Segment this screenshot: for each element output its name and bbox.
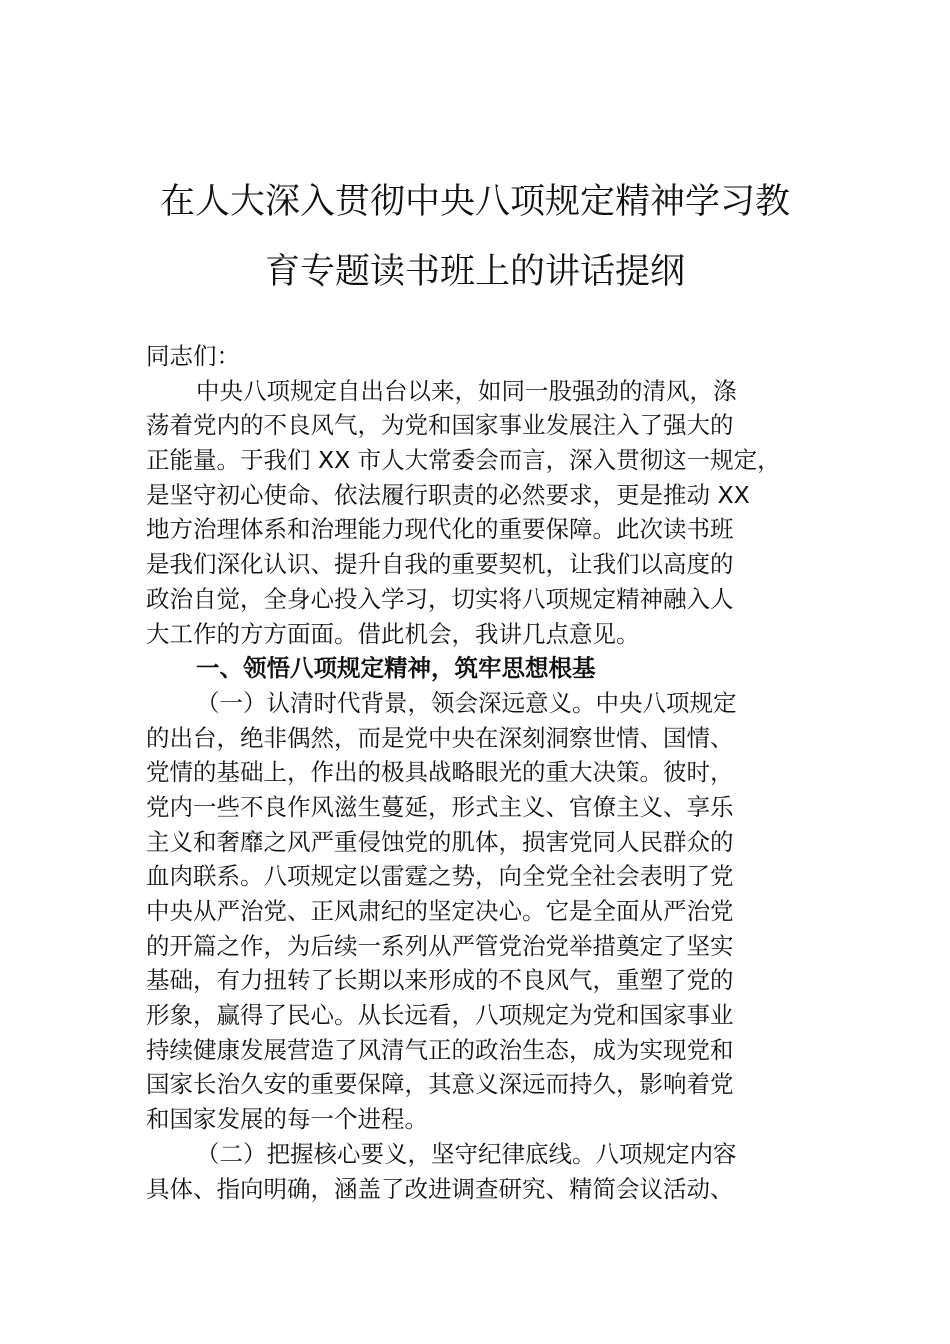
body-line: 党情的基础上，作出的极具战略眼光的重大决策。彼时， bbox=[146, 758, 734, 787]
body-line: 党内一些不良作风滋生蔓延，形式主义、官僚主义、享乐 bbox=[146, 792, 734, 821]
body-line: 中央从严治党、正风肃纪的坚定决心。它是全面从严治党 bbox=[146, 897, 734, 925]
body-line: 基础，有力扭转了长期以来形成的不良风气，重塑了党的 bbox=[146, 966, 734, 995]
body-line: 政治自觉，全身心投入学习，切实将八项规定精神融入人 bbox=[146, 584, 734, 613]
body-line: 正能量。于我们 XX 市人大常委会而言，深入贯彻这一规定， bbox=[146, 446, 781, 475]
body-line: 和国家发展的每一个进程。 bbox=[146, 1105, 428, 1134]
document-title-line-1: 在人大深入贯彻中央八项规定精神学习教 bbox=[159, 182, 790, 222]
body-line: （二）把握核心要义，坚守纪律底线。八项规定内容 bbox=[196, 1139, 737, 1168]
body-line: 形象，赢得了民心。从长远看，八项规定为党和国家事业 bbox=[146, 1001, 734, 1030]
body-line: 的出台，绝非偶然，而是党中央在深刻洞察世情、国情、 bbox=[146, 723, 734, 752]
body-line: 血肉联系。八项规定以雷霆之势，向全党全社会表明了党 bbox=[146, 862, 734, 891]
body-line: 主义和奢靡之风严重侵蚀党的肌体，损害党同人民群众的 bbox=[146, 827, 734, 856]
body-line: 地方治理体系和治理能力现代化的重要保障。此次读书班 bbox=[146, 515, 734, 544]
body-line: 持续健康发展营造了风清气正的政治生态，成为实现党和 bbox=[146, 1035, 734, 1064]
body-line: 中央八项规定自出台以来，如同一股强劲的清风，涤 bbox=[196, 376, 737, 405]
body-line: 是我们深化认识、提升自我的重要契机，让我们以高度的 bbox=[146, 550, 734, 579]
body-line: 国家长治久安的重要保障，其意义深远而持久，影响着党 bbox=[146, 1070, 734, 1099]
body-line: 荡着党内的不良风气，为党和国家事业发展注入了强大的 bbox=[146, 411, 734, 440]
body-line: 的开篇之作，为后续一系列从严管党治党举措奠定了坚实 bbox=[146, 931, 734, 960]
body-line: 具体、指向明确，涵盖了改进调查研究、精简会议活动、 bbox=[146, 1174, 734, 1203]
document-title-line-2: 育专题读书班上的讲话提纲 bbox=[264, 252, 685, 292]
body-line: 大工作的方方面面。借此机会，我讲几点意见。 bbox=[146, 619, 640, 648]
section-heading-line: 一、领悟八项规定精神，筑牢思想根基 bbox=[196, 654, 596, 683]
salutation-line: 同志们： bbox=[146, 342, 240, 370]
body-line: （一）认清时代背景，领会深远意义。中央八项规定 bbox=[196, 688, 737, 717]
body-line: 是坚守初心使命、依法履行职责的必然要求，更是推动 XX bbox=[146, 480, 750, 509]
document-body bbox=[146, 339, 810, 1206]
